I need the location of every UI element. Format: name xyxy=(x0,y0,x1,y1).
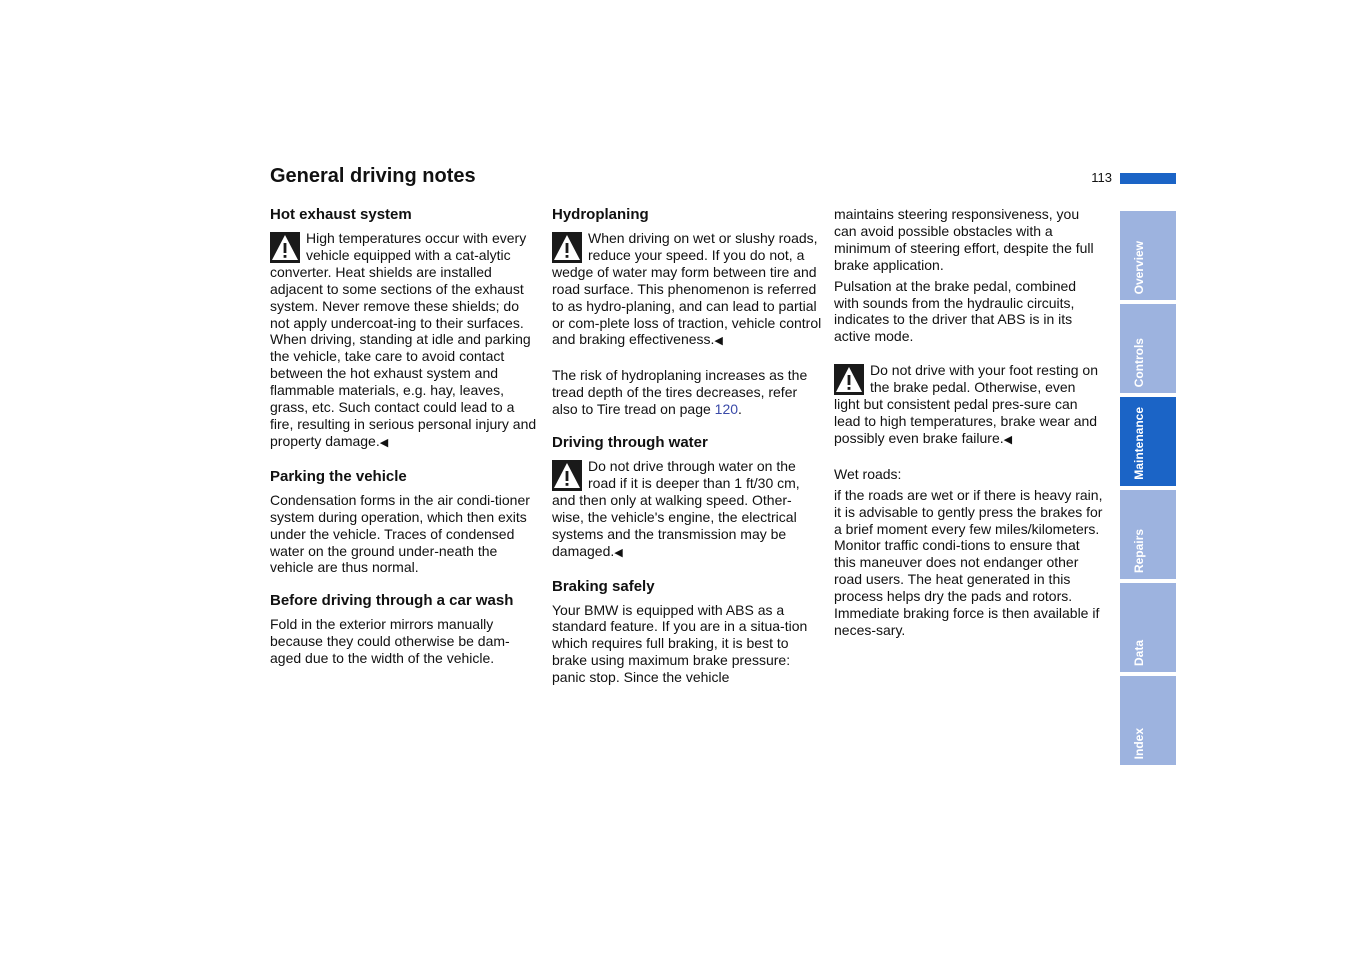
tab-repairs[interactable] xyxy=(1120,490,1176,579)
tab-label: Maintenance xyxy=(1132,407,1146,480)
section-heading-braking: Braking safely xyxy=(552,577,655,595)
column-1 xyxy=(270,206,540,667)
warning-triangle-icon xyxy=(552,232,582,263)
warning-text: When driving on wet or slushy roads, reduce your speed. If you do not, a wedge of water may form between tire and road surface. This phenomenon is referred to as hydro-planing, and can lead to partial or com-plete loss of traction, vehicle control and braking effectiveness. xyxy=(552,230,822,348)
page-title: General driving notes xyxy=(270,165,476,187)
section-heading-hot-exhaust: Hot exhaust system xyxy=(270,206,412,223)
parking-text: Condensation forms in the air condi-tioner system during operation, which then exits under the vehicle. Traces of condensed water on the ground under-neath the vehicle are thus normal. xyxy=(270,491,530,576)
braking-continued-text: maintains steering responsiveness, you can avoid possible obstacles with a minimum of steering effort, despite the full brake application. xyxy=(834,206,1094,273)
tab-overview[interactable] xyxy=(1120,211,1176,300)
warning-hydroplaning xyxy=(552,230,822,350)
abs-pulsation-text: Pulsation at the brake pedal, combined with sounds from the hydraulic circuits, indicates to the driver that ABS is in its active mode. xyxy=(834,277,1077,345)
warning-text: Do not drive through water on the road if it is deeper than 1 ft/30 cm, and then only at walking speed. Other-wise, the vehicle's engine, the electrical systems and the transmission may be damaged. xyxy=(552,458,800,559)
warning-driving-water xyxy=(552,458,822,561)
tab-maintenance[interactable] xyxy=(1120,397,1176,486)
page-link-120[interactable]: 120 xyxy=(714,401,739,418)
end-of-warning-icon: ◀ xyxy=(1003,433,1013,446)
section-heading-parking: Parking the vehicle xyxy=(270,467,407,485)
hydroplaning-text-end: . xyxy=(738,401,742,418)
page-number: 113 xyxy=(1091,170,1112,185)
warning-triangle-icon xyxy=(552,460,582,491)
tab-index[interactable] xyxy=(1120,676,1176,765)
tab-label: Overview xyxy=(1132,240,1146,294)
warning-hot-exhaust xyxy=(270,230,540,452)
column-2 xyxy=(552,206,822,686)
tab-label: Repairs xyxy=(1132,528,1146,573)
hydroplaning-text xyxy=(552,367,822,418)
wet-roads-label: Wet roads: xyxy=(834,465,902,482)
column-3 xyxy=(834,206,1104,639)
braking-text: Your BMW is equipped with ABS as a standard feature. If you are in a situa-tion which requires full braking, it is best to brake using maximum brake pressure: panic stop. Since the vehicle xyxy=(552,601,808,686)
hydroplaning-text-body: The risk of hydroplaning increases as the tread depth of the tires decreases, refer also to Tire tread on page xyxy=(552,367,808,418)
tab-label: Index xyxy=(1132,727,1146,759)
end-of-warning-icon: ◀ xyxy=(379,436,389,449)
tab-controls[interactable] xyxy=(1120,304,1176,393)
thumb-index xyxy=(1120,211,1176,769)
wet-roads-text: if the roads are wet or if there is heavy rain, it is advisable to gently press the brakes for a brief moment every few miles/kilometers. Monitor traffic condi-tions to ensure that this maneuver does not endanger other road users. The heat generated in this process helps dry the pads and rotors. Immediate braking force is then available if neces-sary. xyxy=(834,486,1103,638)
page-marker-bar xyxy=(1120,173,1176,184)
warning-triangle-icon xyxy=(270,232,300,263)
tab-label: Controls xyxy=(1132,337,1146,387)
car-wash-text: Fold in the exterior mirrors manually because they could otherwise be dam-aged due to the width of the vehicle. xyxy=(270,616,510,667)
tab-data[interactable] xyxy=(1120,583,1176,672)
end-of-warning-icon: ◀ xyxy=(614,546,623,559)
section-heading-hydroplaning: Hydroplaning xyxy=(552,206,649,223)
tab-label: Data xyxy=(1132,639,1146,666)
section-heading-driving-water: Driving through water xyxy=(552,434,708,452)
section-heading-car-wash: Before driving through a car wash xyxy=(270,592,514,610)
warning-brake-pedal xyxy=(834,362,1104,449)
warning-text: High temperatures occur with every vehicle equipped with a cat-alytic converter. Heat shields are installed adjacent to some sections of the exhaust system. Never remove these shields; do not apply undercoat-ing to their surfaces. When driving, standing at idle and parking the vehicle, take care to avoid contact between the hot exhaust system and flammable materials, e.g. hay, leaves, grass, etc. Such contact could lead to a fire, resulting in serious personal injury and property damage. xyxy=(270,230,537,449)
warning-text: Do not drive with your foot resting on the brake pedal. Otherwise, even light but consistent pedal pres-sure can lead to high temperatures, brake wear and possibly even brake failure. xyxy=(834,362,1099,446)
end-of-warning-icon: ◀ xyxy=(714,335,723,348)
warning-triangle-icon xyxy=(834,364,864,395)
